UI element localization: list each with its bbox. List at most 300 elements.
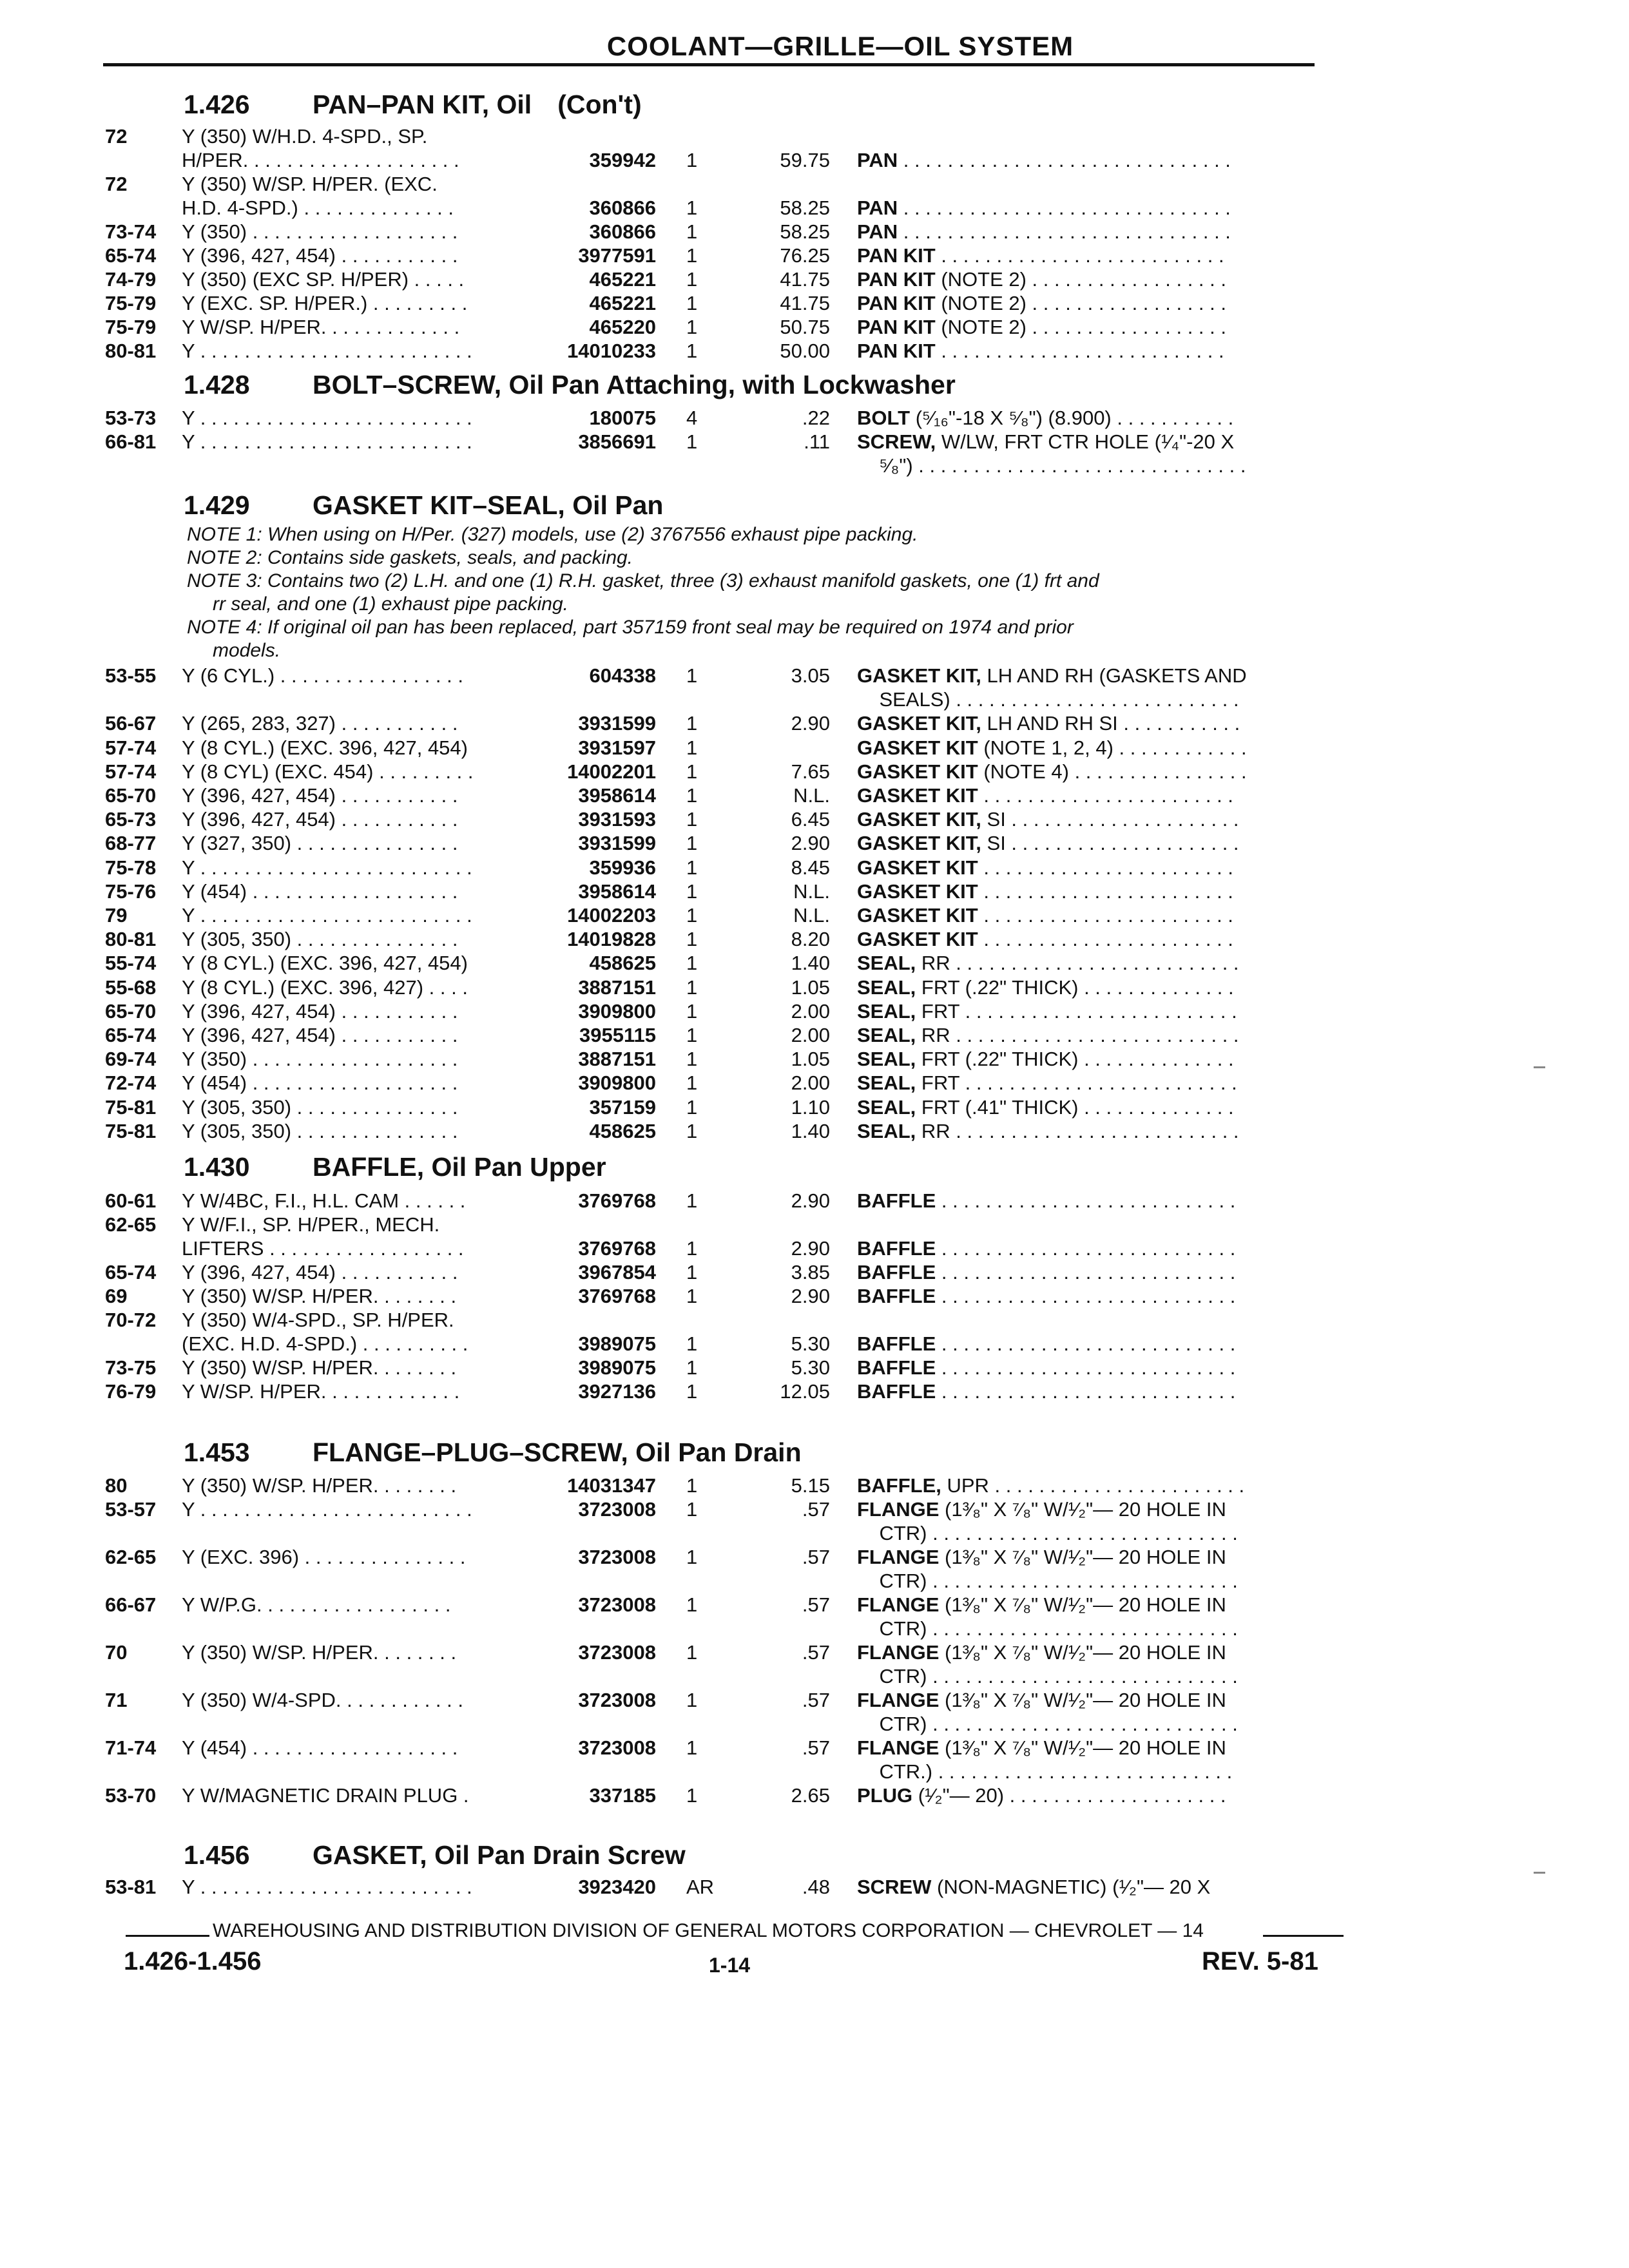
application-description: Y (396, 427, 454) . . . . . . . . . . . [182,808,458,831]
quantity: 1 [686,1024,698,1046]
application-description: Y (305, 350) . . . . . . . . . . . . . . . [182,928,458,950]
part-name [857,430,1321,454]
part-number: 14002201 [567,760,656,783]
application-description: Y W/SP. H/PER. . . . . . . . . . . . . [182,316,460,338]
part-name-keyword: GASKET KIT [857,928,978,950]
part-name-detail: (1³⁄₈" X ⁷⁄₈" W/¹⁄₂"— 20 HOLE IN [939,1641,1226,1664]
part-name [857,1047,1321,1072]
part-name-detail: FRT . . . . . . . . . . . . . . . . . . . . . . . . . [916,1072,1237,1094]
part-name [857,1284,1321,1309]
note-line: rr seal, and one (1) exhaust pipe packing. [213,593,568,615]
part-name-keyword: SEAL, [857,1096,916,1119]
application-description: Y (350) (EXC SP. H/PER) . . . . . [182,268,465,291]
table-row [0,1474,1629,1498]
application-description: Y (350) . . . . . . . . . . . . . . . . . . . [182,1048,458,1070]
part-number: 357159 [589,1096,656,1119]
part-name-detail: W/LW, FRT CTR HOLE (¹⁄₄"-20 X [936,430,1235,453]
part-number: 3931593 [578,808,656,831]
part-number: 3931599 [578,712,656,735]
header-rule [103,63,1315,66]
model-year: 71-74 [105,1736,157,1759]
table-row [0,807,1629,832]
part-name-keyword: GASKET KIT [857,856,978,879]
part-name-keyword: GASKET KIT, [857,808,981,831]
table-row [0,783,1629,808]
part-number: 465221 [589,292,656,314]
part-name-keyword: SEAL, [857,1120,916,1142]
section-number: 1.428 [184,370,250,399]
part-number: 3909800 [578,1000,656,1023]
part-number: 3723008 [578,1593,656,1616]
part-name-detail: SI . . . . . . . . . . . . . . . . . . . . . [981,832,1239,854]
part-name-detail: . . . . . . . . . . . . . . . . . . . . . . . [978,928,1233,950]
part-name [857,1095,1321,1120]
part-number: 3769768 [578,1285,656,1307]
model-year: 75-81 [105,1096,157,1119]
part-number: 360866 [589,220,656,243]
section-title [313,490,663,521]
list-price: N.L. [793,784,830,807]
part-number: 3977591 [578,244,656,267]
application-description: Y (6 CYL.) . . . . . . . . . . . . . . . . . [182,664,463,687]
model-year: 80-81 [105,340,157,362]
quantity: 1 [686,1261,698,1283]
application-description: Y (305, 350) . . . . . . . . . . . . . . . [182,1096,458,1119]
model-year: 80 [105,1474,128,1497]
list-price: 2.90 [791,1285,830,1307]
application-description: Y (EXC. 396) . . . . . . . . . . . . . . . [182,1546,466,1568]
application-description: Y (350) . . . . . . . . . . . . . . . . . . . [182,220,458,243]
model-year: 65-70 [105,1000,157,1023]
model-year: 65-74 [105,1261,157,1283]
part-name [857,315,1321,340]
application-description: Y (396, 427, 454) . . . . . . . . . . . [182,1261,458,1283]
list-price: 1.40 [791,1120,830,1142]
part-name [857,1071,1321,1095]
part-name-detail: . . . . . . . . . . . . . . . . . . . . . . . . . . . [936,1285,1236,1307]
footer-publisher: WAREHOUSING AND DISTRIBUTION DIVISION OF GENERAL MOTORS CORPORATION — CHEVROLET — 14 [213,1920,1204,1941]
quantity: 1 [686,149,698,171]
part-number: 3723008 [578,1736,656,1759]
quantity: 1 [686,1689,698,1711]
application-description: Y (454) . . . . . . . . . . . . . . . . . . . [182,1072,458,1094]
table-row [0,172,1629,197]
application-description: Y (396, 427, 454) . . . . . . . . . . . [182,1024,458,1046]
part-name [857,1640,1321,1665]
part-name-detail: (1³⁄₈" X ⁷⁄₈" W/¹⁄₂"— 20 HOLE IN [939,1593,1226,1616]
application-description: Y (8 CYL.) (EXC. 396, 427, 454) [182,736,468,759]
part-name [857,148,1321,173]
table-row [0,1213,1629,1237]
note-line: NOTE 2: Contains side gaskets, seals, and packing. [187,547,633,568]
model-year: 80-81 [105,928,157,950]
part-name-detail: CTR) . . . . . . . . . . . . . . . . . . . . . . . . . . . . [857,1617,1238,1640]
footer-revision: REV. 5-81 [1202,1947,1318,1975]
list-price: 2.00 [791,1024,830,1046]
quantity: 1 [686,1474,698,1497]
quantity: 1 [686,1096,698,1119]
section-title [313,89,642,120]
part-name [857,454,1321,478]
part-name-detail: (NOTE 4) . . . . . . . . . . . . . . . . [978,760,1247,783]
application-description: Y W/MAGNETIC DRAIN PLUG . [182,1784,469,1807]
part-name [857,1521,1321,1546]
quantity: 1 [686,928,698,950]
quantity: 1 [686,736,698,759]
part-number: 3909800 [578,1072,656,1094]
part-number: 465220 [589,316,656,338]
part-name-keyword: SEAL, [857,1048,916,1070]
model-year: 53-81 [105,1876,157,1898]
part-number: 3955115 [579,1024,656,1046]
part-name-keyword: BAFFLE, [857,1474,941,1497]
model-year: 75-79 [105,292,157,314]
quantity: 1 [686,1332,698,1355]
list-price: 76.25 [780,244,830,267]
part-name-keyword: GASKET KIT [857,760,978,783]
part-name-keyword: GASKET KIT [857,784,978,807]
part-name [857,687,1321,712]
quantity: 1 [686,1285,698,1307]
application-description: Y W/P.G. . . . . . . . . . . . . . . . . . [182,1593,451,1616]
list-price: 58.25 [780,197,830,219]
section-title-text: GASKET, Oil Pan Drain Screw [313,1840,686,1870]
part-name-detail: . . . . . . . . . . . . . . . . . . . . . . . . . . . [936,1237,1236,1260]
model-year: 69 [105,1285,128,1307]
table-row [0,1260,1629,1285]
list-price: .57 [802,1689,830,1711]
part-name-detail: . . . . . . . . . . . . . . . . . . . . . . . . . . . [936,1189,1236,1212]
part-name-detail: . . . . . . . . . . . . . . . . . . . . . . . [978,904,1233,927]
model-year: 55-68 [105,976,157,999]
part-name [857,760,1321,784]
application-description: Y (EXC. SP. H/PER.) . . . . . . . . . [182,292,468,314]
list-price: 3.85 [791,1261,830,1283]
part-name-detail: (1³⁄₈" X ⁷⁄₈" W/¹⁄₂"— 20 HOLE IN [939,1546,1226,1568]
table-row [0,856,1629,880]
part-number: 458625 [589,1120,656,1142]
page-title: COOLANT—GRILLE—OIL SYSTEM [606,31,1074,61]
list-price: .57 [802,1641,830,1664]
list-price: 2.90 [791,832,830,854]
quantity: 1 [686,1356,698,1379]
application-description: Y (350) W/SP. H/PER. . . . . . . . [182,1474,457,1497]
section-number: 1.429 [184,490,250,520]
table-row [0,1712,1629,1736]
part-name-keyword: SEAL, [857,1024,916,1046]
application-description: Y . . . . . . . . . . . . . . . . . . . . . . . . . [182,1876,472,1898]
application-description: Y (396, 427, 454) . . . . . . . . . . . [182,1000,458,1023]
model-year: 75-79 [105,316,157,338]
list-price: 41.75 [780,268,830,291]
part-name-keyword: SEAL, [857,976,916,999]
part-name-detail: (NOTE 2) . . . . . . . . . . . . . . . . . . [935,316,1226,338]
quantity: 1 [686,880,698,903]
table-row [0,1569,1629,1593]
table-row [0,1497,1629,1522]
quantity: 1 [686,712,698,735]
list-price: 2.00 [791,1072,830,1094]
part-number: 14031347 [567,1474,656,1497]
quantity: 1 [686,832,698,854]
table-row [0,267,1629,292]
list-price: 8.45 [791,856,830,879]
model-year: 55-74 [105,952,157,974]
part-name-keyword: FLANGE [857,1498,940,1521]
part-name-detail: . . . . . . . . . . . . . . . . . . . . . . . . . . [935,244,1224,267]
part-name-detail: RR . . . . . . . . . . . . . . . . . . . . . . . . . . [916,1024,1239,1046]
part-name-detail: LH AND RH (GASKETS AND [981,664,1247,687]
part-name-detail: . . . . . . . . . . . . . . . . . . . . . . . . . . . . . . [898,149,1231,171]
application-description: Y (350) W/H.D. 4-SPD., SP. [182,125,428,148]
footer-page-number: 1-14 [709,1954,751,1977]
list-price: 2.90 [791,1189,830,1212]
model-year: 70-72 [105,1309,157,1331]
model-year: 53-55 [105,664,157,687]
table-row [0,291,1629,316]
part-number: 14010233 [567,340,656,362]
quantity: 1 [686,1000,698,1023]
part-name-detail: CTR) . . . . . . . . . . . . . . . . . . . . . . . . . . . . [857,1665,1238,1687]
table-row [0,430,1629,454]
section-heading [0,1437,1629,1468]
table-row [0,951,1629,975]
quantity: 1 [686,1641,698,1664]
table-row [0,1308,1629,1332]
list-price: .11 [804,430,830,453]
table-row [0,244,1629,268]
part-name [857,406,1321,430]
part-name-detail: (1³⁄₈" X ⁷⁄₈" W/¹⁄₂"— 20 HOLE IN [939,1736,1226,1759]
part-number: 359936 [589,856,656,879]
list-price: 58.25 [780,220,830,243]
table-row [0,1617,1629,1641]
table-row [0,1783,1629,1808]
model-year: 53-73 [105,407,157,429]
part-name-keyword: BAFFLE [857,1237,936,1260]
application-description: Y (454) . . . . . . . . . . . . . . . . . . . [182,880,458,903]
table-row [0,406,1629,430]
quantity: 1 [686,316,698,338]
part-name-detail: CTR) . . . . . . . . . . . . . . . . . . . . . . . . . . . . [857,1522,1238,1544]
part-name-detail: (NOTE 1, 2, 4) . . . . . . . . . . . . [978,736,1247,759]
part-number: 3958614 [578,880,656,903]
model-year: 57-74 [105,760,157,783]
model-year: 69-74 [105,1048,157,1070]
part-name-detail: . . . . . . . . . . . . . . . . . . . . . . . [978,856,1233,879]
section-title [313,1151,606,1182]
application-description: Y . . . . . . . . . . . . . . . . . . . . . . . . . [182,856,472,879]
list-price: 5.15 [791,1474,830,1497]
model-year: 56-67 [105,712,157,735]
part-name-keyword: PAN KIT [857,268,936,291]
quantity: 1 [686,1189,698,1212]
part-name-detail: . . . . . . . . . . . . . . . . . . . . . . . . . . . [936,1380,1236,1403]
part-name-keyword: BAFFLE [857,1332,936,1355]
quantity: 1 [686,244,698,267]
list-price: 1.05 [791,1048,830,1070]
quantity: 1 [686,1546,698,1568]
table-row [0,1640,1629,1665]
section-heading [0,369,1629,400]
list-price: 50.75 [780,316,830,338]
part-name-keyword: BOLT [857,407,911,429]
note-line: NOTE 1: When using on H/Per. (327) models, use (2) 3767556 exhaust pipe packing. [187,524,918,545]
application-description: LIFTERS . . . . . . . . . . . . . . . . . . [182,1237,464,1260]
table-row [0,1071,1629,1095]
quantity: 1 [686,1072,698,1094]
model-year: 76-79 [105,1380,157,1403]
part-name-detail: UPR . . . . . . . . . . . . . . . . . . . . . . . [941,1474,1245,1497]
table-row [0,339,1629,363]
quantity: 1 [686,268,698,291]
part-number: 3989075 [578,1332,656,1355]
part-name-detail: . . . . . . . . . . . . . . . . . . . . . . . [978,880,1233,903]
part-name [857,783,1321,808]
part-number: 180075 [589,407,656,429]
part-number: 359942 [589,149,656,171]
application-description: Y W/4BC, F.I., H.L. CAM . . . . . . [182,1189,466,1212]
application-description: Y W/F.I., SP. H/PER., MECH. [182,1213,440,1236]
application-description: Y (327, 350) . . . . . . . . . . . . . . . [182,832,458,854]
list-price: N.L. [793,904,830,927]
application-description: Y (396, 427, 454) . . . . . . . . . . . [182,784,458,807]
table-row [0,220,1629,244]
part-name-detail: . . . . . . . . . . . . . . . . . . . . . . . . . . . [936,1356,1236,1379]
application-description: Y (396, 427, 454) . . . . . . . . . . . [182,244,458,267]
quantity: 1 [686,220,698,243]
quantity: 1 [686,340,698,362]
part-name [857,711,1321,736]
quantity: 4 [686,407,698,429]
part-name-keyword: GASKET KIT [857,880,978,903]
table-row [0,1379,1629,1404]
application-description: Y . . . . . . . . . . . . . . . . . . . . . . . . . [182,407,472,429]
part-name-keyword: GASKET KIT, [857,832,981,854]
part-number: 3723008 [578,1498,656,1521]
application-description: Y W/SP. H/PER. . . . . . . . . . . . . [182,1380,460,1403]
part-name [857,975,1321,1000]
section-heading [0,1151,1629,1182]
part-number: 3887151 [578,976,656,999]
part-name [857,1688,1321,1713]
list-price: 5.30 [791,1356,830,1379]
table-row [0,1332,1629,1356]
part-number: 337185 [589,1784,656,1807]
part-name-keyword: PAN KIT [857,340,936,362]
list-price: 2.65 [791,1784,830,1807]
quantity: 1 [686,1120,698,1142]
table-row [0,1236,1629,1261]
table-row [0,454,1629,478]
section-number: 1.456 [184,1840,250,1870]
part-number: 3723008 [578,1641,656,1664]
part-name [857,1379,1321,1404]
part-name [857,1783,1321,1808]
note-line: models. [213,640,281,661]
quantity: 1 [686,976,698,999]
application-description: Y (8 CYL) (EXC. 454) . . . . . . . . . [182,760,474,783]
model-year: 53-70 [105,1784,157,1807]
part-name-keyword: PAN KIT [857,316,936,338]
application-description: Y . . . . . . . . . . . . . . . . . . . . . . . . . [182,340,472,362]
part-name-detail: FRT (.41" THICK) . . . . . . . . . . . . . . [916,1096,1234,1119]
part-name-keyword: BAFFLE [857,1285,936,1307]
application-description: Y (8 CYL.) (EXC. 396, 427) . . . . [182,976,468,999]
part-name-detail: SEALS) . . . . . . . . . . . . . . . . . . . . . . . . . . [857,688,1239,711]
model-year: 74-79 [105,268,157,291]
quantity: 1 [686,904,698,927]
part-name-detail: (⁵⁄₁₆"-18 X ⁵⁄₈") (8.900) . . . . . . . . . . . [910,407,1234,429]
part-name-keyword: FLANGE [857,1736,940,1759]
model-year: 72 [105,125,128,148]
part-name-detail: CTR.) . . . . . . . . . . . . . . . . . . . . . . . . . . . [857,1760,1233,1783]
part-number: 3723008 [578,1546,656,1568]
application-description: Y (454) . . . . . . . . . . . . . . . . . . . [182,1736,458,1759]
list-price: 7.65 [791,760,830,783]
list-price: 6.45 [791,808,830,831]
part-name-detail: (NON-MAGNETIC) (¹⁄₂"— 20 X [931,1876,1211,1898]
part-name-detail: . . . . . . . . . . . . . . . . . . . . . . . . . . [935,340,1224,362]
part-name [857,220,1321,244]
part-name-keyword: FLANGE [857,1689,940,1711]
part-name-keyword: BAFFLE [857,1356,936,1379]
table-row [0,124,1629,149]
part-name-keyword: PAN [857,220,898,243]
part-name [857,1189,1321,1213]
model-year: 73-74 [105,220,157,243]
model-year: 57-74 [105,736,157,759]
part-name-keyword: PAN KIT [857,292,936,314]
table-row [0,1593,1629,1617]
part-number: 3769768 [578,1189,656,1212]
part-name-keyword: BAFFLE [857,1189,936,1212]
quantity: 1 [686,430,698,453]
part-name-detail: . . . . . . . . . . . . . . . . . . . . . . . . . . . . . . [898,197,1231,219]
part-name-detail: (¹⁄₂"— 20) . . . . . . . . . . . . . . . . . . . . [912,1784,1226,1807]
application-description: Y (350) W/4-SPD. . . . . . . . . . . . [182,1689,463,1711]
footer-rule [126,1935,209,1937]
quantity: 1 [686,1498,698,1521]
part-number: 3887151 [578,1048,656,1070]
part-name [857,856,1321,880]
list-price: 1.40 [791,952,830,974]
application-description: (EXC. H.D. 4-SPD.) . . . . . . . . . . [182,1332,468,1355]
application-description: Y (265, 283, 327) . . . . . . . . . . . [182,712,458,735]
part-name-detail: . . . . . . . . . . . . . . . . . . . . . . . . . . . [936,1332,1236,1355]
part-name-keyword: SEAL, [857,952,916,974]
model-year: 70 [105,1641,128,1664]
model-year: 73-75 [105,1356,157,1379]
page-header [0,31,1629,62]
quantity: 1 [686,760,698,783]
part-name [857,999,1321,1024]
table-row [0,196,1629,220]
part-name-detail: LH AND RH SI . . . . . . . . . . . [981,712,1240,735]
part-name-keyword: GASKET KIT [857,736,978,759]
part-name-keyword: SEAL, [857,1072,916,1094]
footer-rule [1263,1935,1344,1937]
part-name-detail: RR . . . . . . . . . . . . . . . . . . . . . . . . . . [916,1120,1239,1142]
table-row [0,879,1629,904]
section-title-text: PAN–PAN KIT, Oil [313,90,532,119]
table-row [0,927,1629,952]
list-price: .57 [802,1736,830,1759]
model-year: 62-65 [105,1213,157,1236]
list-price: .48 [802,1876,830,1898]
section-suffix: (Con't) [557,90,642,119]
part-name [857,1875,1321,1899]
